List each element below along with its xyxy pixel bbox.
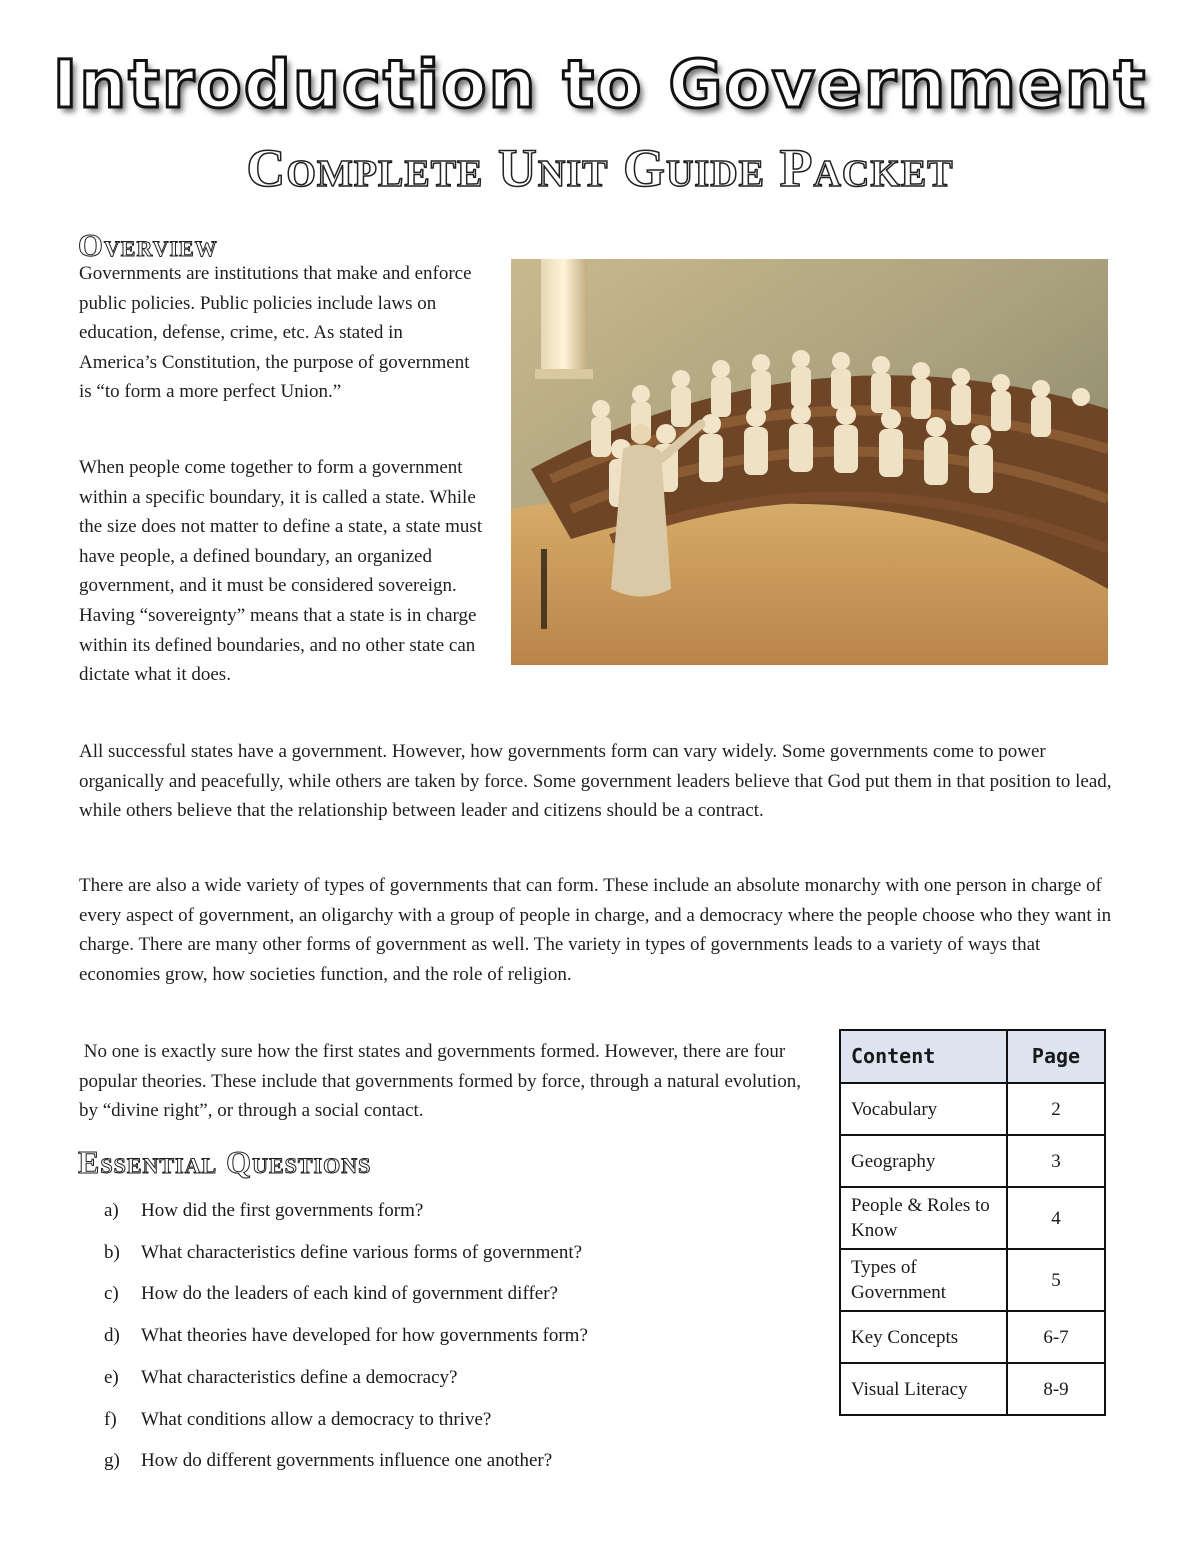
list-item: b) What characteristics define various forms of government?	[104, 1241, 583, 1263]
overview-paragraph-4: There are also a wide variety of types of governments that can form. These include an absolute monarchy with one person in charge of every aspect of government, an oligarchy with a group of people in charge, and a democracy where the people choose who they want in charge. There are many other forms of government as well. The variety in types of governments leads to a variety of ways that economies grow, how societies function, and the role of religion.	[79, 875, 1112, 985]
senate-painting-art	[511, 259, 1108, 665]
overview-paragraph-2: When people come together to form a government within a specific boundary, it is called a state. While the size does not matter to define a state, a state must have people, a defined boundary, an organized government, and it must be considered sovereign. Having “sovereignty” means that a state is in charge within its defined boundaries, and no other state can dictate what it does.	[79, 457, 483, 686]
content-column-header: Content	[840, 1030, 1007, 1083]
table-row: Types of Government 5	[840, 1249, 1105, 1311]
senate-painting	[511, 259, 1108, 665]
table-header-row	[840, 1030, 1105, 1083]
list-item: e) What characteristics define a democracy?	[104, 1366, 458, 1388]
essential-questions-list	[104, 1190, 588, 1482]
list-item: f) What conditions allow a democracy to thrive?	[104, 1408, 492, 1430]
list-item: c) How do the leaders of each kind of government differ?	[104, 1283, 558, 1305]
contents-table	[839, 1029, 1106, 1416]
table-row: Vocabulary 2	[840, 1083, 1105, 1135]
page-title: Introduction to Government	[52, 46, 1148, 123]
essential-questions-heading: Essential Questions	[78, 1144, 372, 1180]
list-item: d) What theories have developed for how governments form?	[104, 1325, 588, 1347]
page-subtitle: Complete Unit Guide Packet	[246, 138, 954, 198]
table-row: Geography 3	[840, 1135, 1105, 1187]
list-item: g) How do different governments influence one another?	[104, 1450, 553, 1472]
page-column-header: Page	[1007, 1030, 1105, 1083]
list-item: a) How did the first governments form?	[104, 1200, 424, 1221]
overview-paragraph-3: All successful states have a government. However, how governments form can vary widely. Some governments come to power organically and peacefully, while others are taken by force. Some government leaders believe that God put them in that position to lead, while others believe that the relationship between leader and citizens should be a contract.	[79, 741, 1112, 822]
overview-paragraph-5: No one is exactly sure how the first states and governments formed. However, there are four popular theories. These include that governments formed by force, through a natural evolution, by “divine right”, or through a social contact.	[79, 1041, 806, 1122]
overview-heading: Overview	[78, 227, 218, 263]
overview-paragraph-1: Governments are institutions that make and enforce public policies. Public policies include laws on education, defense, crime, etc. As stated in America’s Constitution, the purpose of government is “to form a more perfect Union.”	[79, 263, 472, 403]
table-row: Visual Literacy 8-9	[840, 1363, 1105, 1415]
table-row: People & Roles to Know 4	[840, 1187, 1105, 1249]
table-row: Key Concepts 6-7	[840, 1311, 1105, 1363]
